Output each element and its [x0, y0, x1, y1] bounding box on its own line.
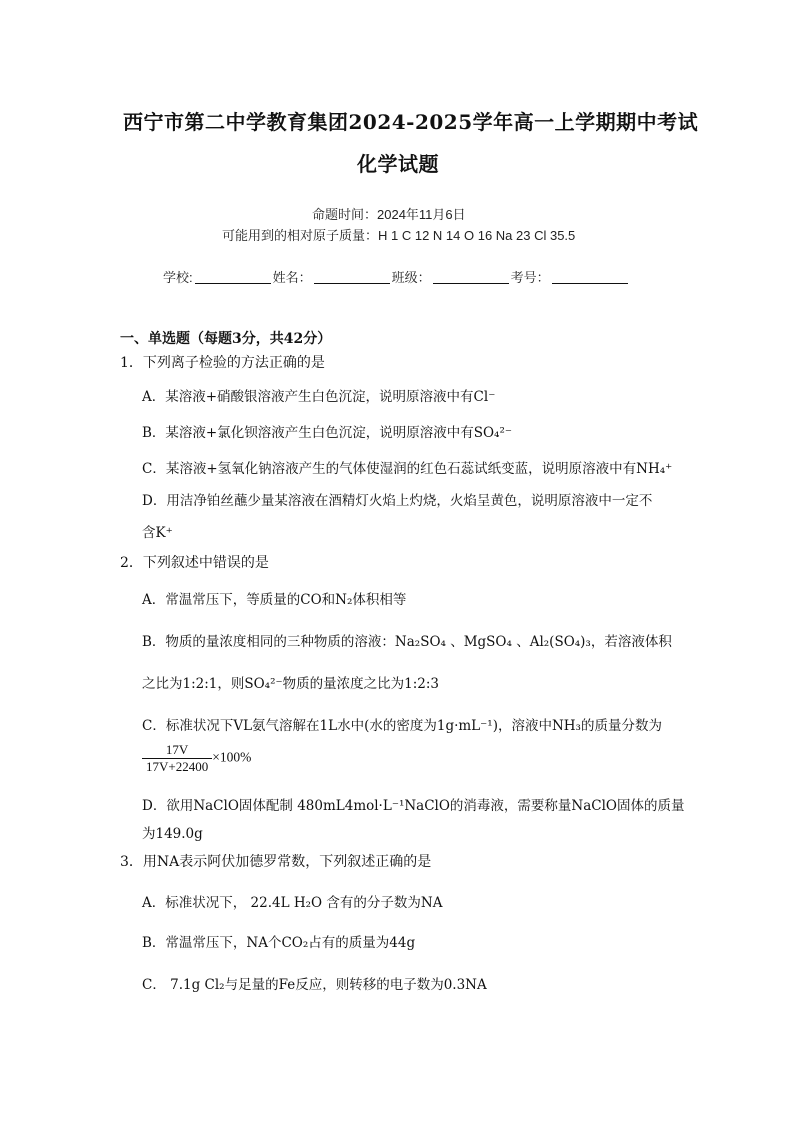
exam-number-field[interactable]	[552, 270, 628, 284]
school-field[interactable]	[195, 270, 271, 284]
question-2-option-b-cont: 之比为1:2:1，则SO₄²⁻物质的量浓度之比为1:2:3	[142, 676, 439, 692]
fraction-multiplier: ×100%	[212, 749, 252, 765]
question-2-option-d-cont: 为149.0g	[142, 826, 203, 842]
fraction-denominator: 17V+22400	[146, 759, 209, 774]
exam-number-label: 考号：	[510, 270, 550, 285]
question-2-option-c: C．标准状况下VL氨气溶解在1L水中(水的密度为1g·mL⁻¹)，溶液中NH₃的质量分数为	[142, 718, 662, 734]
question-3-stem: 3．用NA表示阿伏加德罗常数，下列叙述正确的是	[120, 854, 432, 870]
atomic-masses: 可能用到的相对原子质量：H 1 C 12 N 14 O 16 Na 23 Cl 35.5	[222, 228, 576, 243]
question-1-option-b: B．某溶液+氯化钡溶液产生白色沉淀，说明原溶液中有SO₄²⁻	[142, 425, 512, 441]
section-title: 一、单选题（每题3分，共42分）	[120, 331, 332, 347]
question-2-option-a: A．常温常压下，等质量的CO和N₂体积相等	[142, 592, 407, 608]
student-info-line	[163, 267, 630, 286]
question-2-option-d: D．欲用NaClO固体配制 480mL4mol·L⁻¹NaClO的消毒液，需要称量NaClO固体的质量	[142, 798, 685, 814]
name-field[interactable]	[314, 270, 390, 284]
class-field[interactable]	[433, 270, 509, 284]
class-label: 班级：	[391, 270, 431, 285]
exam-title: 西宁市第二中学教育集团2024-2025学年高一上学期期中考试	[123, 110, 699, 134]
question-1-option-d-cont: 含K⁺	[142, 525, 173, 541]
question-1-option-d: D．用洁净铂丝蘸少量某溶液在酒精灯火焰上灼烧，火焰呈黄色，说明原溶液中一定不	[142, 493, 653, 509]
question-1-stem: 1．下列离子检验的方法正确的是	[120, 355, 325, 371]
name-label: 姓名：	[272, 270, 312, 285]
question-1-option-c: C．某溶液+氢氧化钠溶液产生的气体使湿润的红色石蕊试纸变蓝，说明原溶液中有NH₄⁺	[142, 461, 673, 477]
exam-subject-title: 化学试题	[357, 152, 439, 176]
question-2-option-c-formula	[142, 742, 251, 775]
exam-date: 命题时间：2024年11月6日	[312, 207, 466, 222]
question-2-stem: 2．下列叙述中错误的是	[120, 555, 269, 571]
question-1-option-a: A．某溶液+硝酸银溶液产生白色沉淀，说明原溶液中有Cl⁻	[142, 389, 496, 405]
mass-fraction	[142, 742, 212, 775]
school-label: 学校:	[163, 270, 193, 285]
fraction-numerator: 17V	[142, 742, 212, 759]
question-3-option-a: A．标准状况下， 22.4L H₂O 含有的分子数为NA	[142, 895, 443, 911]
question-3-option-c: C． 7.1g Cl₂与足量的Fe反应，则转移的电子数为0.3NA	[142, 977, 487, 993]
question-3-option-b: B．常温常压下，NA个CO₂占有的质量为44g	[142, 935, 416, 951]
question-2-option-b: B．物质的量浓度相同的三种物质的溶液：Na₂SO₄ 、MgSO₄ 、Al₂(SO₄)₃，若溶液体积	[142, 634, 672, 650]
